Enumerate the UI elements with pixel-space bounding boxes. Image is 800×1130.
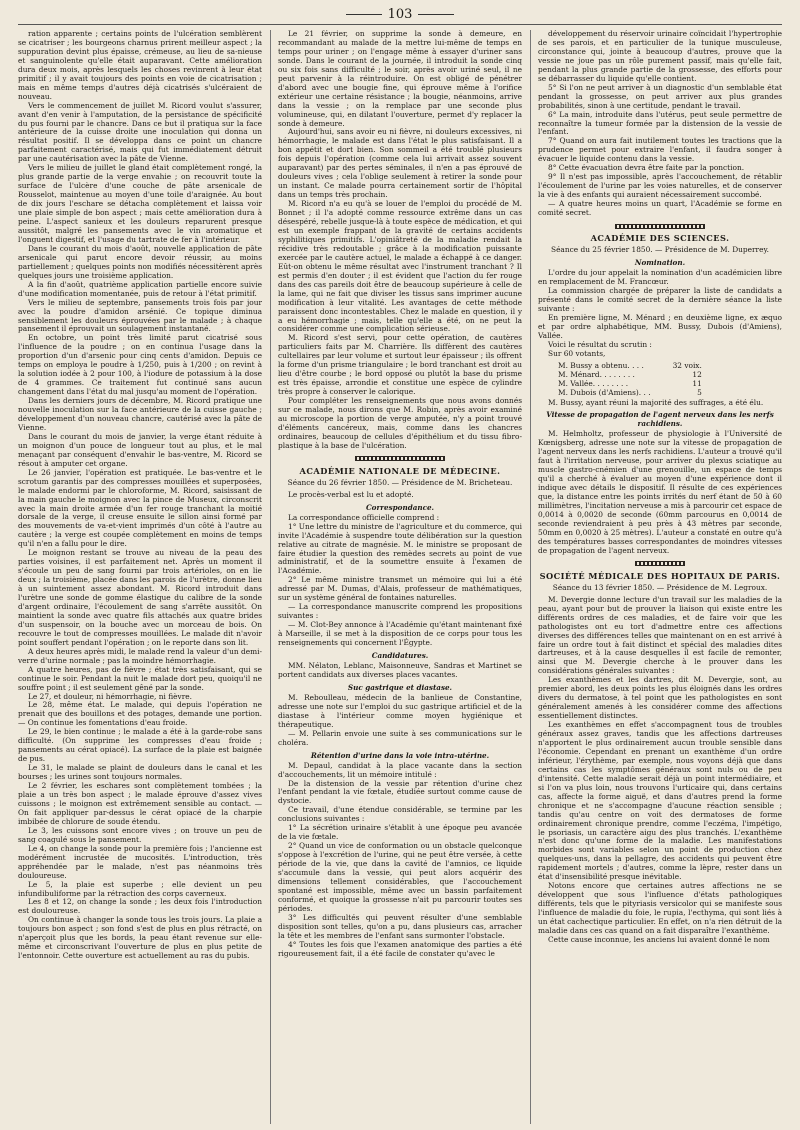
paragraph: Pour compléter les renseignements que nous avons donnés sur ce malade, nous dirons que M. Robin, après avoir examiné au microscope la portion de verge amputée, n'y a point trouvé d'éléments cancéreux, mais, comme dans les chancres ordinaires, beaucoup de cellules d'épithélium et du tissu fibro-plastique à la base de l'ulcération. [278,396,522,450]
ornament-divider [278,455,522,461]
paragraph: On continue à changer la sonde tous les trois jours. La plaie a toujours bon aspect ; son fond s'est de plus en plus rétracté, on n'aperçoit plus que les bords, la peau étant revenue sur elle-même et circonscrivant l'ouverture de plus en plus petite de l'entonnoir. Cette ouverture est actuellement au ras du pubis. [18,915,262,961]
paragraph: M. Devergie donne lecture d'un travail sur les maladies de la peau, ayant pour but de prouver la liaison qui existe entre les différents ordres de ces maladies, et de faire voir que les pathologistes ont eu tort d'admettre entre ces affections diverses des différences telles que maintenant on en est arrivé à faire un ordre tout à fait distinct et spécial des maladies dites dartreuses, et à la cause desquelles il est facile de remonter, ainsi que M. Devergie cherche à le prouver dans les considérations générales suivantes : [538,594,782,676]
paragraph: 2° Le même ministre transmet un mémoire qui lui a été adressé par M. Dumas, d'Alais, professeur de mathématiques, sur un système général de fontaines naturelles. [278,575,522,603]
paragraph: Le 31, le malade se plaint de douleurs dans le canal et les bourses ; les urines sont toujours normales. [18,763,262,782]
vitesse-body: M. Helmholtz, professeur de physiologie à l'Université de Kœnigsberg, adresse une note sur la vitesse de propagation de l'agent nerveux dans les nerfs rachidiens. L'auteur a trouvé qu'il faut à l'irritation nerveuse, pour arriver du plexus sciatique au muscle gastro-cnémien d'une grenouille, un espace de temps qu'il a cherché à évaluer au moyen d'une expérience dont il indique avec détails le dispositif. Il résulte de ces expériences que, la distance entre les points irrités du nerf étant de 50 à 60 millimètres, l'incitation nerveuse a mis à parcourir cet espace de 0,0014 à 0,0020 de seconde (60mm parcourus en 0,0014 de seconde reviendraient à peu près à 43 mètres par seconde, 50mm en 0,0020 à 25 mètres). L'auteur a constaté en outre qu'à des températures basses correspondantes de moindres vitesses de propagation de l'agent nerveux. [538,429,782,555]
candidatures-body: MM. Nélaton, Leblanc, Maisonneuve, Sandras et Martinet se portent candidats aux diverses places vacantes. [278,661,522,679]
section-title-societe-medicale: SOCIÉTÉ MÉDICALE DES HOPITAUX DE PARIS. [539,570,781,581]
paragraph: — M. Pellarin envoie une suite à ses communications sur le choléra. [278,728,522,747]
paragraph: M. Reboulleau, médecin de la banlieue de Constantine, adresse une note sur l'emploi du suc gastrique artificiel et de la diastase à l'intérieur comme moyen hygiénique et thérapeutique. [278,692,522,729]
proces-verbal: Le procès-verbal est lu et adopté. [288,489,414,499]
paragraph: Le moignon restant se trouve au niveau de la peau des parties voisines, il est parfaitement net. Après un moment il s'écoule un peu de sang fourni par trois artérioles, on en lie deux ; la troisième, placée dans les parois de l'urètre, donne lieu à un suintement assez abondant. M. Ricord introduit dans l'urètre une sonde de gomme élastique du calibre de la sonde d'argent ordinaire, l'écoulement de sang s'arrête aussitôt. On maintient la sonde avec quatre fils attachés aux quatre brides d'un suspensoir, on la bouche avec un morceau de bois. On recouvre le tout de compresses mouillées. Le malade dit n'avoir point souffert pendant l'opération ; on le reporte dans son lit. [18,548,262,647]
paragraph: Le 28, même état. Le malade, qui depuis l'opération ne prenait que des bouillons et des potages, demande une portion. — On continue les fomentations d'eau froide. [18,700,262,728]
nomination-body [538,269,782,359]
paragraph: Le 27, et douleur, ni hémorrhagie, ni fièvre. [28,691,192,701]
column-separator-2 [530,30,531,1124]
societe-body [538,596,782,945]
paragraph: Dans le courant du mois d'août, nouvelle application de pâte arsenicale qui parut encore devoir réussir, au moins partiellement ; quelques points non modifiés nécessitèrent après quelques jours une troisième application. [18,243,262,280]
paragraph: 3° Les difficultés qui peuvent résulter d'une semblable disposition sont telles, qu'on a pu, dans plusieurs cas, arracher la tête et les membres de l'enfant sans surmonter l'obstacle. [278,912,522,940]
paragraph: De la distension de la vessie par rétention d'urine chez l'enfant pendant la vie fœtale, étudiée surtout comme cause de dystocie. [278,778,522,806]
section-title-academie-sciences: ACADÉMIE DES SCIENCES. [590,233,730,244]
paragraph: Aujourd'hui, sans avoir eu ni fièvre, ni douleurs excessives, ni hémorrhagie, le malade est dans l'état le plus satisfaisant. Il a bon appétit et dort bien. Son sommeil a été troublé plusieurs fois depuis l'opération (comme cela lui arrivait assez souvent auparavant) par des pertes séminales, il n'en a pas éprouvé de douleurs vives ; cela l'oblige seulement à retirer la sonde pour un instant. Ce malade pourra certainement sortir de l'hôpital dans un temps très prochain. [278,127,522,200]
paragraph: Vers le milieu de septembre, pansements trois fois par jour avec la poudre d'amidon arsénié. Ce topique diminua sensiblement les douleurs éprouvées par le malade ; à chaque pansement il éprouvait un soulagement instantané. [18,297,262,334]
vote-candidate: M. Ménard. . . . . . . . [558,369,635,379]
paragraph: Le 2 février, les eschares sont complètement tombées ; la plaie a un très bon aspect ; le malade éprouve d'assez vives cuissons ; le moignon est extrêmement sensible au contact. — On fait appliquer par-dessus le cérat opiacé de la charpie imbibée de chlorure de soude étendu. [18,781,262,826]
page-header [0,6,800,24]
paragraph: Le 3, les cuissons sont encore vives ; on trouve un peu de sang coagulé sous le pansement. [18,825,262,844]
column-2 [278,30,522,1124]
paragraph: Cette cause inconnue, les anciens lui avaient donné le nom [548,934,770,944]
vote-count: 32 voix. [672,360,702,370]
suc-gastrique-body [278,694,522,748]
paragraph: A la fin d'août, quatrième application partielle encore suivie d'une modification momentanée, puis de retour à l'état primitif. [18,279,262,298]
session-meta: Séance du 26 février 1850. — Présidence de M. Bricheteau. [287,477,513,487]
paragraph: 6° La main, introduite dans l'utérus, peut seule permettre de reconnaître la tumeur formée par la distension de la vessie de l'enfant. [538,109,782,137]
paragraph: Sur 60 votants, [548,348,606,358]
subtitle-suc-gastrique: Suc gastrique et diastase. [347,682,453,692]
paragraph: — La correspondance manuscrite comprend les propositions suivantes : [278,602,522,621]
header-rule [18,24,782,25]
paragraph: Les exanthèmes et les dartres, dit M. Devergie, sont, au premier abord, les deux points les plus éloignés dans les ordres divers du dermatose, à tel point que les pathologistes en sont généralement amenés à les considérer comme des affections essentiellement distinctes. [538,675,782,721]
paragraph: Ce travail, d'une étendue considérable, se termine par les conclusions suivantes : [278,805,522,824]
vote-candidate: M. Dubois (d'Amiens). . . [558,387,651,397]
col3-intro [538,30,782,218]
column-3 [538,30,782,1124]
column-1 [18,30,262,1124]
paragraph: Les 8 et 12, on change la sonde ; les deux fois l'introduction est douloureuse. [18,897,262,916]
paragraph: Le 5, la plaie est superbe ; elle devient un peu infundibuliforme par la rétraction des corps caverneux. [18,879,262,898]
paragraph: M. Depaul, candidat à la place vacante dans la section d'accouchements, lit un mémoire intitulé : [278,760,522,779]
paragraph: Vers le milieu de juillet le gland était complètement rongé, la plus grande partie de la verge envahie ; on recouvrit toute la surface de l'ulcère d'une couche de pâte arsenicale de Rousselot, maintenue au moyen d'une toile d'araignée. Au bout de dix jours l'eschare se détacha complètement et laissa voir une plaie simple de bon aspect ; mais cette amélioration dura à peine. L'aspect sanieux et les douleurs reparurent presque aussitôt, malgré les pansements avec le vin aromatique et l'onguent digestif, et l'usage du tartrate de fer à l'intérieur. [18,163,262,244]
vote-candidate: M. Bussy a obtenu. . . . [558,360,644,370]
column-separator-1 [270,30,271,1124]
paragraph: ration apparente ; certains points de l'ulcération semblèrent se cicatriser ; les bourgeons charnus prirent meilleur aspect ; la suppuration devint plus épaisse, crémeuse, au lieu de sa-nieuse et sanguinolente qu'elle était auparavant. Cette amélioration dura deux mois, après lesquels les choses revinrent à leur état primitif ; il y avait toujours des points en voie de cicatrisation ; mais en même temps d'autres déjà cicatrisés s'ulcéraient de nouveau. [18,30,262,101]
session-meta: Séance du 25 février 1850. — Présidence de M. Duperrey. [551,245,769,255]
paragraph: 5° Si l'on ne peut arriver à un diagnostic d'un semblable état pendant la grossesse, on peut arriver aux plus grandes probabilités, sinon à une certitude, pendant le travail. [538,82,782,110]
subtitle-correspondance: Correspondance. [365,502,435,512]
header-dash-right [418,14,454,15]
page-number: 103 [387,7,413,22]
col2-intro [278,30,522,451]
vote-row [558,388,706,397]
paragraph: Notons encore que certaines autres affections ne se développent que sous l'influence d'états pathologiques différents, tels que le pityriasis versicolor qui se manifeste sous l'influence de maladie du foie, le rupia, l'ecthyma, qui sont liés à un état cachectique particulier. En effet, on n'a rien détruit de la maladie dans ces cas quand on a fait disparaître l'exanthème. [538,881,782,936]
subtitle-vitesse: Vitesse de propagation de l'agent nerveux dans les nerfs rachidiens. [546,410,774,429]
paragraph: Vers le commencement de juillet M. Ricord voulut s'assurer, avant d'en venir à l'amputation, de la persistance de spécificité du pus fourni par le chancre. Dans ce but il pratiqua sur la face antérieure de la cuisse droite une inoculation qui donna un résultat positif. Il se développa dans ce point un chancre parfaitement caractérisé, mais qui fut immédiatement détruit par une cautérisation avec la pâte de Vienne. [18,100,262,164]
paragraph: 8° Cette évacuation devra être faite par la ponction. [548,163,745,173]
ornament-divider [538,222,782,228]
paragraph: M. Ricord s'est servi, pour cette opération, de cautères particuliers faits par M. Charrière. Ils diffèrent des cautères cultellaires par leur volume et surtout leur épaisseur ; ils offrent la forme d'un prisme triangulaire ; le bord tranchant est droit au lieu d'être courbe ; le bord opposé ou plutôt la base du prisme est très épaisse, arrondie et constitue une espèce de cylindre très propre à conserver le calorique. [278,333,522,397]
paragraph: 9° Il n'est pas impossible, après l'accouchement, de rétablir l'écoulement de l'urine par les voies naturelles, et de conserver la vie à des enfants qui auraient nécessairement succombé. [538,172,782,200]
paragraph: L'ordre du jour appelait la nomination d'un académicien libre en remplacement de M. Francœur. [538,267,782,286]
paragraph: développement du réservoir urinaire coïncidait l'hypertrophie de ses parois, et en particulier de la tunique musculeuse, circonstance qui, jointe à beaucoup d'autres, prouve que la vessie ne joue pas un rôle purement passif, mais qu'elle fait, pendant la plus grande partie de la grossesse, des efforts pour se débarrasser du liquide qu'elle contient. [538,30,782,83]
vote-count: 12 [692,369,702,379]
paragraph: A quatre heures, pas de fièvre ; état très satisfaisant, qui se continue le soir. Pendant la nuit le malade dort peu, quoiqu'il ne souffre point ; il est seulement gêné par la sonde. [18,664,262,692]
paragraph: Le 29, le bien continue ; le malade a été à la garde-robe sans difficulté. (On supprime les compresses d'eau froide ; pansements au cérat opiacé). La surface de la plaie est baignée de pus. [18,727,262,764]
paragraph: Le 26 janvier, l'opération est pratiquée. Le bas-ventre et le scrotum garantis par des compresses mouillées et superposées, le malade endormi par le chloroforme, M. Ricord, saisissant de la main gauche le moignon avec la pince de Museux, circonscrit avec la main droite armée d'un fer rouge tranchant la moitié dorsale de la verge, il creuse ensuite le sillon ainsi formé par des mouvements de va-et-vient imprimés d'un côté à l'autre au cautère ; la verge est coupée complètement en moins de temps qu'il n'en a fallu pour le dire. [18,467,262,549]
vote-count: 5 [697,387,702,397]
paragraph: Le 4, on change la sonde pour la première fois ; l'ancienne est modérément incrustée de mucosités. L'introduction, très appréhendée par le malade, n'est pas néanmoins très douloureuse. [18,843,262,880]
session-meta: Séance du 13 février 1850. — Présidence de M. Legroux. [552,582,768,592]
paragraph: 2° Quand un vice de conformation ou un obstacle quelconque s'oppose à l'excrétion de l'urine, qui ne peut être versée, à cette période de la vie, que dans la cavité de l'amnios, ce liquide s'accumule dans la vessie, qui peut alors acquérir des dimensions tellement considérables, que l'accouchement spontané est impossible, même avec un bassin parfaitement conformé, et quoique la grossesse n'ait pu parcourir toutes ses périodes. [278,841,522,913]
paragraph: Dans les derniers jours de décembre, M. Ricord pratique une nouvelle inoculation sur la face antérieure de la cuisse gauche ; développement d'un nouveau chancre, cautérisé avec la pâte de Vienne. [18,396,262,432]
section-title-academie-medecine: ACADÉMIE NATIONALE DE MÉDECINE. [299,465,501,476]
paragraph: 4° Toutes les fois que l'examen anatomique des parties a été rigoureusement fait, il a été facile de constater qu'avec le [278,939,522,958]
subtitle-retention: Rétention d'urine dans la voie intra-utérine. [310,750,490,760]
vote-table [558,361,706,397]
paragraph: 7° Quand on aura fait inutilement toutes les tractions que la prudence permet pour extraire l'enfant, il faudra songer à évacuer le liquide contenu dans la vessie. [538,136,782,164]
ornament-divider [538,560,782,566]
paragraph: Le 21 février, on supprime la sonde à demeure, en recommandant au malade de la mettre lui-même de temps en temps pour uriner ; on l'engage même à essayer d'uriner sans sonde. Dans le courant de la journée, il introduit la sonde cinq ou six fois sans difficulté ; le soir, après avoir uriné seul, il ne peut parvenir à la réintroduire. On est obligé de pénétrer d'abord avec une bougie fine, qui éprouve même à l'orifice extérieur une certaine résistance ; la bougie, néanmoins, arrive dans la vessie ; on la remplace par une seconde plus volumineuse, qui, en dilatant l'ouverture, permet d'y replacer la sonde à demeure. [278,30,522,128]
vote-row [558,370,706,379]
header-dash-left [346,14,382,15]
vote-row [558,379,706,388]
paragraph: A deux heures après midi, le malade rend la valeur d'un demi-verre d'urine normale ; pas la moindre hémorrhagie. [18,646,262,665]
paragraph: Voici le résultat du scrutin : [548,339,652,349]
retention-body [278,762,522,959]
subtitle-nomination: Nomination. [634,257,686,267]
vote-count: 11 [692,378,702,388]
vote-candidate: M. Vallée. . . . . . . . [558,378,629,388]
vote-row [558,361,706,370]
paragraph: Dans le courant du mois de janvier, la verge étant réduite à un moignon d'un pouce de longueur tout au plus, et le mal menaçant par conséquent d'envahir le bas-ventre, M. Ricord se résout à amputer cet organe. [18,431,262,468]
paragraph: La commission chargée de préparer la liste de candidats a présenté dans le comité secret de la dernière séance la liste suivante : [538,285,782,313]
paragraph: — M. Clot-Bey annonce à l'Académie qu'étant maintenant fixé à Marseille, il se met à la disposition de ce corps pour tous les renseignements qui concernent l'Égypte. [278,620,522,648]
paragraph: 1° La sécrétion urinaire s'établit à une époque peu avancée de la vie fœtale. [278,823,522,842]
vote-result: M. Bussy, ayant réuni la majorité des suffrages, a été élu. [548,397,764,407]
paragraph: En octobre, un point très limité parut cicatrisé sous l'influence de la poudre ; on en continua l'usage dans la proportion d'un d'arsenic pour cinq cents d'amidon. Depuis ce temps on employa le poudre à 1/250, puis à 1/200 ; on revint à la solution iodée à 2 pour 100, à l'iodure de potassium à la dose de 4 grammes. Ce traitement fut continué sans aucun changement dans l'état du mal jusqu'au moment de l'opération. [18,333,262,397]
correspondance-body [278,514,522,648]
paragraph: En première ligne, M. Ménard ; en deuxième ligne, ex æquo et par ordre alphabétique, MM. Bussy, Dubois (d'Amiens), Vallée. [538,312,782,340]
paragraph: Les exanthèmes en effet s'accompagnent tous de troubles généraux assez graves, tandis que les affections dartreuses n'apportent le plus ordinairement aucun trouble sensible dans l'économie. Cependant en prenant un exanthème d'un ordre inférieur, l'érythème, par exemple, nous voyons déjà que dans certains cas les symptômes généraux sont nuls ou de peu d'intensité. Cette maladie serait déjà un point intermédiaire, et si l'on va plus loin, nous trouvons l'urticaire qui, dans certains cas, affecte la forme aiguë, et dans d'autres prend la forme chronique et ne s'accompagne d'aucune réaction sensible ; tandis qu'au centre on voit des dermatoses de forme ordinairement chronique prendre, comme l'eczéma, l'impétigo, le psoriasis, un caractère aigu des plus tranchés. L'exanthème n'est donc qu'une forme de la maladie. Les manifestations morbides sont variables selon un point de production chez quelques-uns, dans la pellagre, des accidents qui peuvent être rapidement mortels ; d'autres, comme la lèpre, rester dans un état d'insensibilité presque inévitable. [538,720,782,882]
paragraph: La correspondance officielle comprend : [288,512,440,522]
paragraph: M. Ricord n'a eu qu'à se louer de l'emploi du procédé de M. Bonnet ; il l'a adopté comme ressource extrême dans un cas désespéré, rebelle jusque-là à toute espèce de médication, et qui est un exemple frappant de la gravité de certains accidents syphilitiques primitifs. L'opiniâtreté de la maladie rendait la récidive très redoutable ; grâce à la modification puissante exercée par le cautère actuel, le malade a échappé à ce danger. Eût-on obtenu le même résultat avec l'instrument tranchant ? Il est permis d'en douter ; il est évident que l'action du fer rouge dans des cas pareils doit être de beaucoup supérieure à celle de la lame, qui ne fait que diviser les tissus sans imprimer aucune modification à leur vitalité. Les avantages de cette méthode paraissent donc incontestables. Chez le malade en question, il y a eu hémorrhagie ; mais, telle qu'elle a été, on ne peut la considérer comme une complication sérieuse. [278,199,522,334]
paragraph: 1° Une lettre du ministre de l'agriculture et du commerce, qui invite l'Académie à suspendre toute délibération sur la question relative au citrate de magnésie. M. le ministre se proposant de faire étudier la question des remèdes secrets au point de vue administratif, et de la soumettre ensuite à l'examen de l'Académie. [278,521,522,576]
paragraph: — A quatre heures moins un quart, l'Académie se forme en comité secret. [538,199,782,218]
subtitle-candidatures: Candidatures. [371,651,429,660]
